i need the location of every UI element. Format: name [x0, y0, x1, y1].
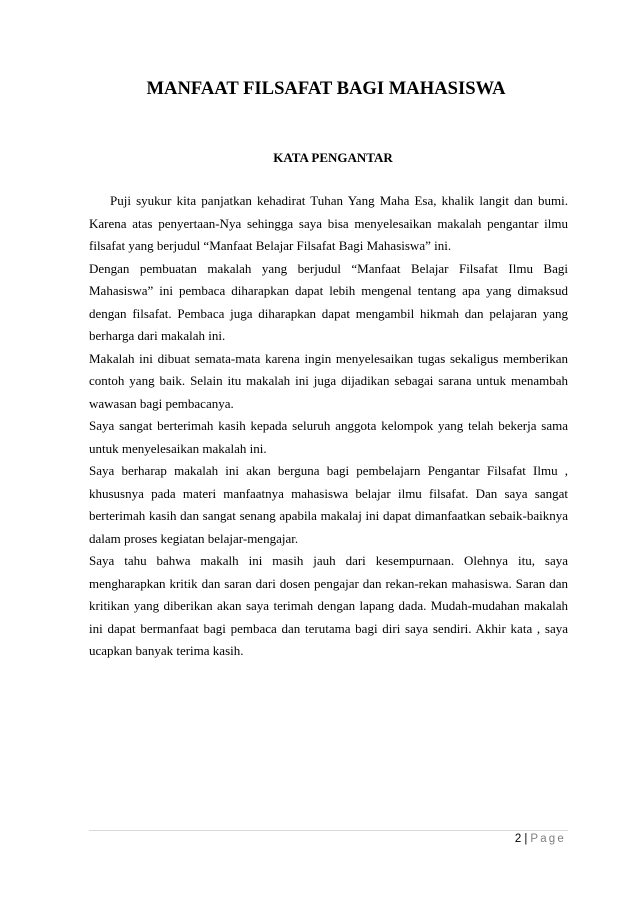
body-text	[89, 190, 568, 663]
section-heading: KATA PENGANTAR	[273, 150, 393, 165]
paragraph-3: Makalah ini dibuat semata-mata karena ingin menyelesaikan tugas sekaligus memberikan contoh yang baik. Selain itu makalah ini juga dijadikan sebagai sarana untuk menambah wawasan bagi pembacanya.	[89, 350, 568, 411]
footer-separator: |	[524, 833, 528, 845]
page-label: Page	[530, 833, 566, 845]
paragraph-4: Saya sangat berterimah kasih kepada seluruh anggota kelompok yang telah bekerja sama untuk menyelesaikan makalah ini.	[89, 418, 568, 456]
page-footer	[515, 833, 566, 845]
page-number: 2	[514, 833, 522, 845]
page-title: MANFAAT FILSAFAT BAGI MAHASISWA	[146, 78, 506, 99]
paragraph-6: Saya tahu bahwa makalh ini masih jauh dari kesempurnaan. Olehnya itu, saya mengharapkan kritik dan saran dari dosen pengajar dan rekan-rekan mahasiswa. Saran dan kritikan yang diberikan akan saya terimah dengan lapang dada. Mudah-mudahan makalah ini dapat bermanfaat bagi pembaca dan terutama bagi diri saya sendiri. Akhir kata , saya ucapkan banyak terima kasih.	[89, 553, 568, 658]
footer-divider	[89, 830, 568, 831]
paragraph-1: Puji syukur kita panjatkan kehadirat Tuhan Yang Maha Esa, khalik langit dan bumi. Karena atas penyertaan-Nya sehingga saya bisa menyelesaikan makalah pengantar ilmu filsafat yang berjudul “Manfaat Belajar Filsafat Bagi Mahasiswa” ini.	[89, 193, 568, 253]
paragraph-2: Dengan pembuatan makalah yang berjudul “Manfaat Belajar Filsafat Ilmu Bagi Mahasiswa” ini pembaca diharapkan dapat lebih mengenal tentang apa yang dimaksud dengan filsafat. Pembaca juga diharapkan dapat mengambil hikmah dan pelajaran yang berharga dari makalah ini.	[89, 260, 568, 343]
paragraph-5: Saya berharap makalah ini akan berguna bagi pembelajarn Pengantar Filsafat Ilmu , khususnya pada materi manfaatnya mahasiswa belajar ilmu filsafat. Dan saya sangat berterimah kasih dan sangat senang apabila makalaj ini dapat dimanfaatkan sebaik-baiknya dalam proses kegiatan belajar-mengajar.	[89, 463, 568, 546]
